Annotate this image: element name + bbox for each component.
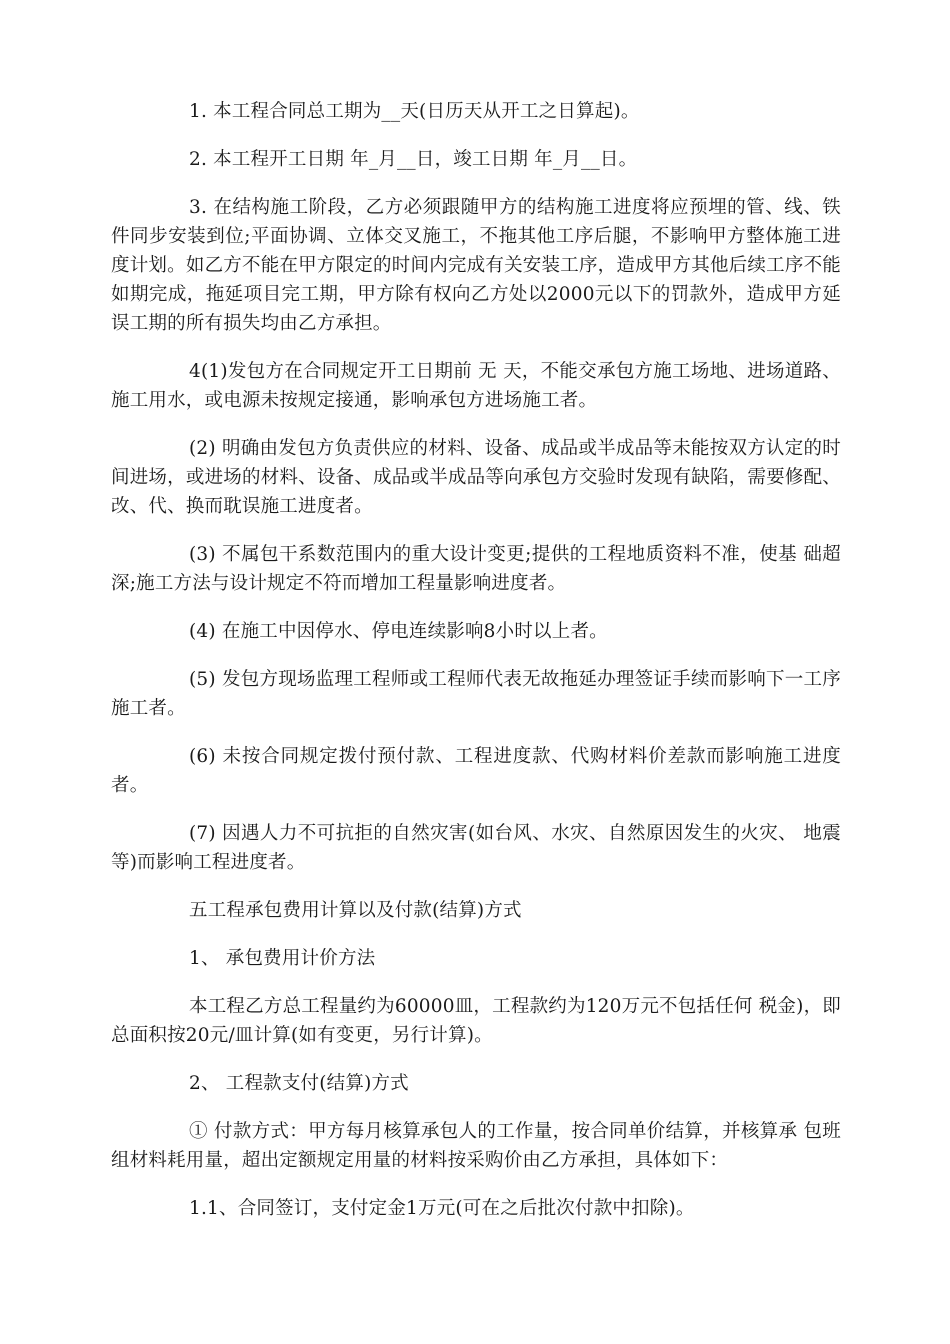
paragraph-delay-cause-3: (3) 不属包干系数范围内的重大设计变更;提供的工程地质资料不准，使基 础超深;施工方法与设计规定不符而增加工程量影响进度者。 <box>111 544 841 594</box>
subsection-payment-settlement: 2、 工程款支付(结算)方式 <box>189 1073 409 1094</box>
paragraph-start-end-dates: 2. 本工程开工日期 年_月__日，竣工日期 年_月__日。 <box>189 149 638 170</box>
paragraph-delay-cause-7: (7) 因遇人力不可抗拒的自然灾害(如台风、水灾、自然原因发生的火灾、 地震等)而影响工程进度者。 <box>111 823 841 873</box>
paragraph-delay-cause-2: (2) 明确由发包方负责供应的材料、设备、成品或半成品等未能按双方认定的时间进场，或进场的材料、设备、成品或半成品等向承包方交验时发现有缺陷，需要修配、改、代、换而耽误施工进度者。 <box>111 438 841 517</box>
paragraph-delay-cause-5: (5) 发包方现场监理工程师或工程师代表无故拖延办理签证手续而影响下一工序施工者。 <box>111 669 841 719</box>
section-heading-payment: 五工程承包费用计算以及付款(结算)方式 <box>189 900 522 921</box>
paragraph-contract-amount: 本工程乙方总工程量约为60000皿，工程款约为120万元不包括任何 税金)，即总面积按20元/皿计算(如有变更，另行计算)。 <box>111 996 841 1046</box>
paragraph-delay-cause-6: (6) 未按合同规定拨付预付款、工程进度款、代购材料价差款而影响施工进度者。 <box>111 746 841 796</box>
paragraph-deposit: 1.1、合同签订，支付定金1万元(可在之后批次付款中扣除)。 <box>189 1198 695 1219</box>
document-body <box>111 97 841 1242</box>
paragraph-delay-cause-4: (4) 在施工中因停水、停电连续影响8小时以上者。 <box>189 621 608 642</box>
paragraph-payment-method: ① 付款方式：甲方每月核算承包人的工作量，按合同单价结算，并核算承 包班组材料耗用量，超出定额规定用量的材料按采购价由乙方承担，具体如下： <box>111 1121 841 1171</box>
subsection-pricing-method: 1、 承包费用计价方法 <box>189 948 376 969</box>
paragraph-total-duration: 1. 本工程合同总工期为__天(日历天从开工之日算起)。 <box>189 101 640 122</box>
paragraph-structural-phase: 3. 在结构施工阶段，乙方必须跟随甲方的结构施工进度将应预埋的管、线、铁件同步安装到位;平面协调、立体交叉施工，不拖其他工序后腿，不影响甲方整体施工进度计划。如乙方不能在甲方限定的时间内完成有关安装工序，造成甲方其他后续工序不能如期完成，拖延项目完工期，甲方除有权向乙方处以2000元以下的罚款外，造成甲方延误工期的所有损失均由乙方承担。 <box>111 197 842 334</box>
paragraph-delay-cause-1: 4(1)发包方在合同规定开工日期前 无 天，不能交承包方施工场地、进场道路、施工用水，或电源未按规定接通，影响承包方进场施工者。 <box>111 361 841 411</box>
